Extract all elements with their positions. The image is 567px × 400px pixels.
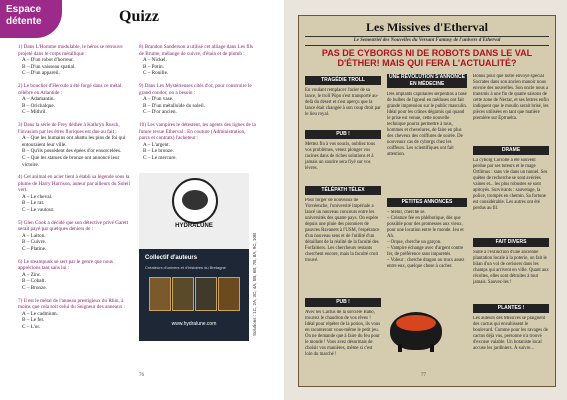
quiz-answer: B – Orichalque. bbox=[22, 102, 55, 109]
quiz-question: 2) Le bouclier d'Hercule a été forgé dans ce métal célèbre en Atlantide : bbox=[18, 82, 122, 96]
quiz-answer: A – Que les humains ont abattu les pins de foi qui entouraient leur ville. bbox=[22, 135, 126, 148]
quiz-column-2 bbox=[139, 38, 257, 162]
quiz-question: 1) Dans L'Homme modulable, le héros se retrouve projeté dans le corps métallique : bbox=[18, 44, 123, 57]
quiz-answer: B – Qu'ils possèdent des épées d'or ensorcelées. bbox=[22, 148, 122, 155]
hydralune-logo-icon bbox=[172, 178, 218, 224]
cauldron-leg bbox=[398, 344, 402, 352]
newspaper-subtitle: Le Semestriel des Nouvelles du Versant Fantasy de l'univers d'Etherval bbox=[353, 38, 501, 43]
fire-icon bbox=[396, 315, 436, 331]
quiz-answer: C – Le vautour. bbox=[22, 207, 55, 214]
quiz-answer: C – Que les statues de bronze ont annoncé leur victoire. bbox=[22, 154, 120, 168]
quiz-answer: A – D'un robot d'horreur. bbox=[22, 57, 74, 64]
quiz-answer: A – Zinc. bbox=[22, 271, 42, 278]
quiz-answer: A – Le cheval. bbox=[22, 193, 53, 200]
article-text: Mettez fin à vos soucis, oubliez tous vos problèmes, venez plonger vos racines dans de riches solutions et à jamais un sourire sera fiyé sur vos lèvres. bbox=[305, 142, 375, 171]
quiz-answer: B – D'un vaisseau spatial. bbox=[22, 63, 76, 70]
page-number-left: 76 bbox=[139, 373, 144, 378]
quiz-answer: C – Le mercure. bbox=[143, 154, 177, 161]
quiz-answer: B – Cobalt. bbox=[22, 278, 46, 285]
article-text: Pour forger de nouveaux de Yorcéenche, l'université impériale a lancé un nouveau concours entre les universités des quatre pays. On espère depuis une pluie des pionniers de pauvres Ravanets à l'USM, l'espérance d'un nouveau sens et de l'utilité d'un détaillant de la réalité de la faculté des Forfaitiers. Les chercheurs restants cherchent encore, mais la faculté croit trouvé. bbox=[305, 198, 380, 263]
article-text: Avec les Cactus de la sorcière Babo, trouvez le chaudron de vos rêves ! Idéal pour répéter de la potion, ils vous en raconteront vous-même le petit jeu. On ne demande que à faire du feu pour le monde ! Vous avez désormais de choisir vos manières, même si c'est loin du marché ! bbox=[305, 310, 381, 357]
quiz-title: Quizz bbox=[119, 8, 159, 25]
quiz-answer: C – Platine. bbox=[22, 246, 47, 253]
quiz-answer: B – Le bronze. bbox=[143, 148, 174, 155]
quiz-answer: C – Bronze. bbox=[22, 285, 47, 291]
book-cover bbox=[218, 277, 240, 311]
advert-book-covers bbox=[149, 277, 239, 309]
article-text: La cyborg Coriolle a été souvent perdue par ses tuteurs et le mage Ortlimus : sans vie dans un tunnel. Ses quêtes de recherche se sont avérées vaines et... les plus robustes se sont apitoyés. Survivants : sauvetage, la police, trompés en chemin. Sa fortune est considérable. Les autres ont été perdus au fil. bbox=[473, 158, 548, 211]
article-text: Les auteurs des Missives se plaignent des cactus qui envahissent le boulevard. Comme pour les ravages de cactus déjà vus, personne n'a trouvé d'excuse valable. Un botaniste local accuse les jardiniers. À suivre... bbox=[473, 316, 548, 351]
quiz-question: 7) Il est le métal de l'anneau prestigieux du Rhin, à moins que cela soit celui du Seigneur des anneaux : bbox=[18, 297, 126, 311]
quiz-answer: A – Le cadmium. bbox=[22, 310, 59, 317]
quiz-answer: A – Nickel. bbox=[143, 57, 167, 64]
quiz-answer: C – Mithril. bbox=[22, 109, 47, 116]
section-header: PUB ! bbox=[305, 130, 381, 139]
page-number-right: 77 bbox=[421, 373, 426, 378]
quiz-answer: B – Le rat. bbox=[22, 200, 45, 207]
quiz-answer: A – Adamantin. bbox=[22, 96, 55, 103]
quiz-answer: C – L'or. bbox=[22, 323, 41, 330]
quiz-question: 9) Dans Les Mystérieuses cités d'or, pour construire le grand condor, on a besoin : bbox=[139, 82, 252, 96]
quiz-answer: A – Laiton. bbox=[22, 232, 46, 239]
quiz-column-1 bbox=[18, 38, 133, 331]
article-text: Des implants capillaires serpentins à base de bulbes de ligneul en méduses ont fait grande impression sur le public masculin. Idéal pour les crânes dégarnis qui quand le prise est venue, cette nouvelle technique pourra permettre à tous, hommes et chevelures, de faire en plus des cheveux des coiffures de soirée. De nouveaux cas de cyborgs chez les coiffeurs. Les scientifiques ont fait attention. bbox=[387, 92, 467, 157]
quiz-question: 10) Les vampires le détestent, les agents des lignes de la future revue Etherval : En couture (Administration, parcs et contrats) l'acheteur : bbox=[139, 121, 256, 142]
hydralune-advert bbox=[139, 173, 249, 341]
section-header: UNE RÉVOLUTION S'ANNONCE EN MÉDECINE bbox=[387, 74, 467, 88]
divider bbox=[305, 36, 549, 37]
section-header: DRAME bbox=[473, 146, 549, 155]
newspaper-title: Les Missives d'Etherval bbox=[366, 20, 488, 34]
quiz-question: 6) Le steampunk se sert par le genre que nous apprécions tant sans lui : bbox=[18, 258, 113, 272]
section-header: PUB ! bbox=[305, 298, 381, 307]
quiz-answer: C – D'un appareil. bbox=[22, 70, 60, 77]
quiz-answer: B – Potin. bbox=[143, 63, 164, 70]
quiz-question: 4) Cet animal en acier tient à établi sa légende sous la plume de Harry Harrison, auteur par ailleurs du Soleil vert. bbox=[18, 174, 130, 194]
section-header: FAIT DIVERS bbox=[473, 238, 549, 247]
quiz-answer: C – D'or ancien. bbox=[143, 109, 177, 116]
book-cover bbox=[149, 277, 171, 311]
left-page bbox=[0, 0, 283, 400]
book-cover bbox=[172, 277, 194, 311]
divider bbox=[305, 45, 549, 46]
cauldron-leg bbox=[430, 344, 434, 352]
quiz-answer: A – D'un vase. bbox=[143, 96, 174, 103]
section-tab bbox=[0, 0, 62, 38]
section-header: TÉLÉPATH TÉLEX bbox=[305, 186, 381, 195]
section-header: TRAGÉDIE TROLL bbox=[305, 76, 381, 85]
advert-header bbox=[139, 173, 249, 249]
quiz-answer: B – Cuivre. bbox=[22, 239, 47, 246]
quiz-question: 5) Glen Cook a décidé que son détective privé Garett serait payé par quelques deniers de : bbox=[18, 219, 129, 233]
quiz-solutions: Solutions : 1C, 2A, 3C, 4A, 5B, 6B, 7B, 8A, 9C, 10B bbox=[252, 232, 257, 336]
quiz-answer: B – Le fer. bbox=[22, 317, 45, 324]
book-cover bbox=[195, 277, 217, 311]
quiz-answer: B – D'un métalloïde du soleil. bbox=[143, 102, 206, 109]
section-header: PETITES ANNONCES bbox=[387, 198, 467, 207]
article-text: Suite à l'extinction d'une ancienne plantation locale à la poterie, on fait le bilan d'un vol de cerisiers dans les champs qui arrivent en ville. Quant aux récoltes, elles sont détruites à tout jamais. Sauvez-les ! bbox=[473, 250, 549, 285]
article-text: Bonus pour que notre envoyé spécial Socrates dans son ancien manoir nous envoie des nouvelles. Son oncle nous a transmis à une fin de quatre saisons de cette zone de Nectar, et ses lettres enfin indiquent que le moulin serait brisé, les pièces utilisées en tant que matière première sur Eptruelta. bbox=[473, 74, 549, 121]
article-text: – Stenir, cherche se. – Créature fée en phlébotique, dès que possible pour des promesses aux vieux, pour une location entre le monde. Jeu et Ah. – Orque, cherche un garçon. – Vampire échange avec d'argent contre fer, de préférence sans impuretés. – Voleur : cherche dragon ou trucs assez entre eux, quelque chose à cacher. bbox=[387, 210, 465, 269]
quiz-question: 3) Dans la série de Frey dédiée à Kathryn Rusch, l'invasion par les êtres fluriques est due au fait : bbox=[18, 121, 120, 135]
newspaper-headline: PAS DE CYBORGS NI DE ROBOTS DANS LE VAL D'ÉTHER! MAIS QUI FERA L'ACTUALITÉ? bbox=[321, 48, 533, 68]
section-header: PLANTES ! bbox=[473, 304, 549, 313]
quiz-question: 8) Brandon Sanderson a utilisé cet alliage dans Les fils de Brume, mélange de cuivre, d'étain et de plomb : bbox=[139, 44, 253, 57]
quiz-answer: C – Rouille. bbox=[143, 70, 169, 77]
advert-logo-name: HYDRALUNE bbox=[175, 223, 213, 229]
advert-subheading: Créateurs d'univers et d'histoires du Bretagne bbox=[145, 265, 226, 270]
quiz-answer: A – L'argent. bbox=[143, 141, 170, 148]
article-text: En voulant remplacer l'acier de sa lance, le troll Pöpo s'est transporté au-delà du désert et s'est aperçu que la lance était changée à son coup droit par le lieu royal. bbox=[305, 88, 381, 117]
advert-url: www.hydralune.com bbox=[171, 321, 217, 327]
advert-heading: Collectif d'auteurs bbox=[145, 255, 198, 261]
section-tab-label: Espace détente bbox=[6, 4, 42, 27]
